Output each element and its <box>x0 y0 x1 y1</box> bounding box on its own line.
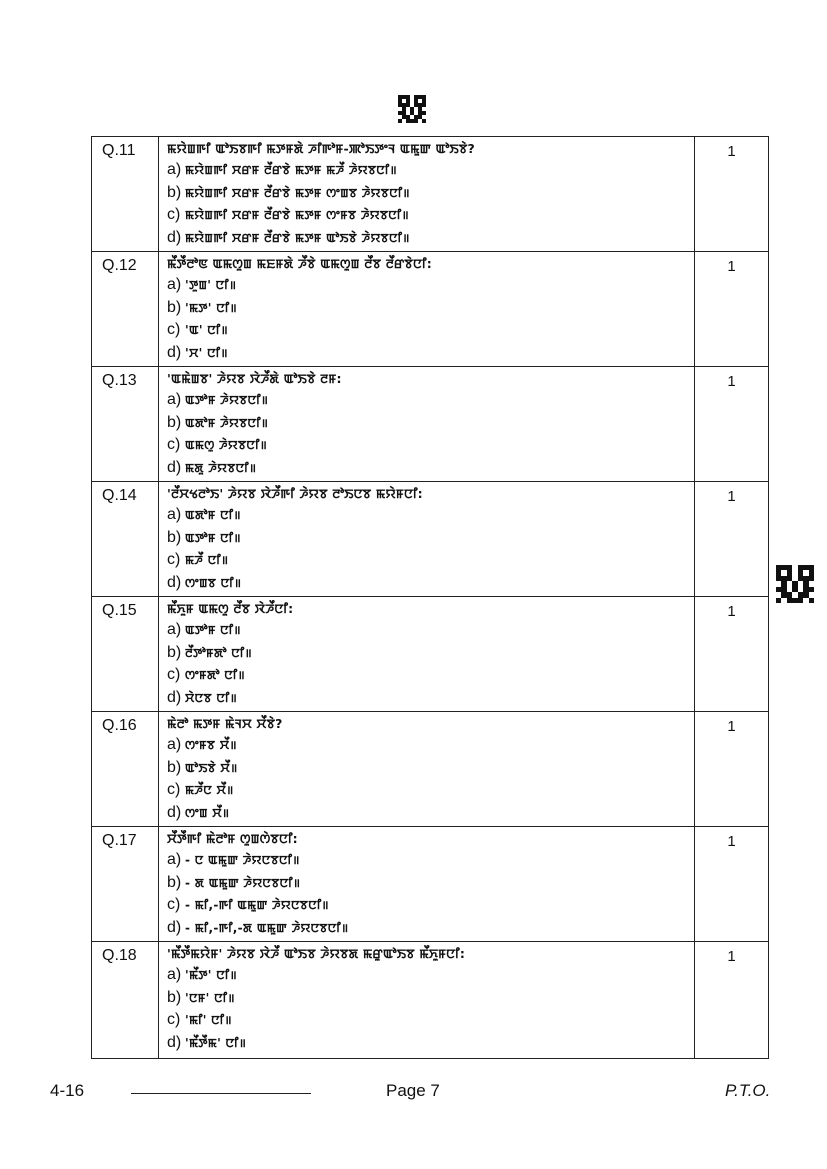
answer-option <box>167 159 688 182</box>
answer-option <box>167 779 688 802</box>
question-marks: 1 <box>695 712 769 827</box>
option-text: ꯃꯌꯥꯡꯒꯤ ꯆꯔꯝ ꯂꯩꯔꯕꯥ ꯃꯇꯝ ꯁꯦꯝꯕ ꯍꯥꯌꯕꯅꯤ॥ <box>185 208 410 222</box>
option-text: ꯆꯥꯅꯕ ꯅꯤ॥ <box>185 690 238 705</box>
option-text: ꯁꯦꯡ ꯆꯩ॥ <box>185 805 230 820</box>
answer-option <box>167 227 688 250</box>
option-label: a) <box>167 391 182 408</box>
answer-option <box>167 664 688 687</box>
answer-option <box>167 549 688 572</box>
question-row <box>92 482 769 597</box>
answer-option <box>167 894 688 917</box>
option-label: c) <box>167 1011 181 1028</box>
option-label: d) <box>167 688 182 706</box>
question-text: ꯃꯥꯂꯣ ꯃꯇꯝ ꯃꯥꯜꯆ ꯆꯩꯕꯥ? <box>167 716 283 731</box>
question-number: Q.13 <box>92 367 159 482</box>
question-row <box>92 597 769 712</box>
option-label: b) <box>167 873 182 891</box>
question-text: ꯆꯩꯇꯩꯒꯤ ꯃꯥꯂꯣꯝ ꯁꯨꯡꯁꯥꯕꯅꯤ: <box>167 831 298 846</box>
option-label: b) <box>167 413 182 431</box>
option-label: b) <box>167 183 182 201</box>
answer-option <box>167 274 688 297</box>
option-label: a) <box>167 276 182 293</box>
option-text: ꯑꯗꯣꯝ ꯅꯤ॥ <box>185 508 241 522</box>
option-text: - ꯃꯤ,-ꯒꯤ,-ꯗ ꯑꯃꯨꯛ ꯍꯥꯌꯅꯕꯅꯤ॥ <box>185 920 349 935</box>
option-text: ꯑꯇꯣꯝ ꯍꯥꯌꯕꯅꯤ॥ <box>185 393 269 407</box>
question-marks: 1 <box>695 827 769 942</box>
option-text: - ꯅ ꯑꯃꯨꯛ ꯍꯥꯌꯅꯕꯅꯤ॥ <box>185 853 300 867</box>
question-body <box>159 712 695 827</box>
questions-table <box>91 136 769 1059</box>
option-text: 'ꯅꯝ' ꯅꯤ॥ <box>185 990 235 1005</box>
answer-option <box>167 412 688 435</box>
answer-option <box>167 1032 688 1055</box>
question-text: ꯃꯌꯥꯡꯒꯤ ꯑꯣꯏꯕꯒꯤ ꯃꯇꯝꯗꯥ ꯍꯤꯒꯣꯝ-ꯄꯣꯏꯇꯦꯜ ꯑꯃꯨꯛ ꯑꯣꯏꯕꯥ? <box>167 141 475 156</box>
option-label: c) <box>167 896 181 913</box>
option-label: a) <box>167 851 182 868</box>
option-text: ꯁꯦꯡꯕ ꯅꯤ॥ <box>185 575 242 590</box>
option-text: ꯃꯗꯨ ꯍꯥꯌꯕꯅꯤ॥ <box>185 460 257 475</box>
qr-code-top <box>398 95 426 123</box>
question-number: Q.16 <box>92 712 159 827</box>
option-text: - ꯗ ꯑꯃꯨꯛ ꯍꯥꯌꯅꯕꯅꯤ॥ <box>185 875 301 890</box>
option-label: b) <box>167 643 182 661</box>
question-row <box>92 942 769 1059</box>
answer-option <box>167 1009 688 1032</box>
option-text: ꯑꯗꯣꯝ ꯍꯥꯌꯕꯅꯤ॥ <box>185 415 269 430</box>
answer-option <box>167 342 688 365</box>
option-label: a) <box>167 161 182 178</box>
question-body <box>159 252 695 367</box>
option-text: 'ꯆ' ꯅꯤ॥ <box>185 345 228 360</box>
question-number: Q.17 <box>92 827 159 942</box>
option-text: 'ꯑ' ꯅꯤ॥ <box>185 323 229 337</box>
option-text: 'ꯃꯩꯇ' ꯅꯤ॥ <box>185 968 237 982</box>
question-number: Q.11 <box>92 137 159 252</box>
answer-option <box>167 802 688 825</box>
question-text: ꯃꯩꯇꯩꯂꯣꯟ ꯑꯃꯁꯨꯡ ꯃꯐꯝꯗꯥ ꯍꯩꯕꯥ ꯑꯃꯁꯨꯡ ꯂꯩꯕ ꯂꯩꯔꯕꯥꯅꯤ: <box>167 256 432 271</box>
question-body <box>159 597 695 712</box>
question-number: Q.12 <box>92 252 159 367</box>
answer-option <box>167 734 688 757</box>
option-text: - ꯃꯤ,-ꯒꯤ ꯑꯃꯨꯛ ꯍꯥꯌꯅꯕꯅꯤ॥ <box>185 898 329 912</box>
question-body <box>159 482 695 597</box>
answer-option <box>167 987 688 1010</box>
answer-option <box>167 572 688 595</box>
option-label: b) <box>167 758 182 776</box>
option-label: c) <box>167 436 181 453</box>
question-text: 'ꯃꯩꯇꯩꯃꯌꯥꯝ' ꯍꯥꯌꯕ ꯋꯥꯍꯩ ꯑꯣꯏꯕ ꯍꯥꯌꯕꯗ ꯃꯔꯨꯑꯣꯏꯕ ꯃꯩꯈꯨꯝꯅꯤ: <box>167 946 466 961</box>
option-label: a) <box>167 736 182 753</box>
question-marks: 1 <box>695 597 769 712</box>
option-label: c) <box>167 666 181 683</box>
question-number: Q.14 <box>92 482 159 597</box>
option-text: ꯃꯌꯥꯡꯒꯤ ꯆꯔꯝ ꯂꯩꯔꯕꯥ ꯃꯇꯝ ꯁꯦꯡꯕ ꯍꯥꯌꯕꯅꯤ॥ <box>185 185 410 200</box>
option-text: ꯁꯦꯝꯗꯣ ꯅꯤ॥ <box>185 668 245 682</box>
option-text: ꯃꯍꯩ ꯅꯤ॥ <box>185 553 229 567</box>
option-label: d) <box>167 803 182 821</box>
answer-option <box>167 849 688 872</box>
answer-option <box>167 457 688 480</box>
option-text: 'ꯃꯤ' ꯅꯤ॥ <box>185 1013 232 1027</box>
answer-option <box>167 434 688 457</box>
answer-option <box>167 389 688 412</box>
please-turn-over: P.T.O. <box>725 1081 771 1100</box>
question-row <box>92 252 769 367</box>
answer-option <box>167 204 688 227</box>
option-label: d) <box>167 918 182 936</box>
option-label: d) <box>167 458 182 476</box>
option-label: b) <box>167 528 182 546</box>
question-body <box>159 942 695 1059</box>
answer-option <box>167 319 688 342</box>
question-row <box>92 827 769 942</box>
answer-option <box>167 687 688 710</box>
question-text: ꯃꯩꯈꯨꯝ ꯑꯃꯁꯨ ꯂꯩꯕ ꯋꯥꯍꯩꯅꯤ: <box>167 601 294 616</box>
option-label: c) <box>167 781 181 798</box>
option-text: 'ꯇꯨꯡ' ꯅꯤ॥ <box>185 278 237 292</box>
question-marks: 1 <box>695 942 769 1059</box>
option-text: 'ꯃꯩꯇꯩꯃ' ꯅꯤ॥ <box>185 1035 247 1050</box>
option-label: d) <box>167 1033 182 1051</box>
page-number: Page 7 <box>386 1081 440 1100</box>
option-text: ꯃꯌꯥꯡꯒꯤ ꯆꯔꯝ ꯂꯩꯔꯕꯥ ꯃꯇꯝ ꯑꯣꯏꯕꯥ ꯍꯥꯌꯕꯅꯤ॥ <box>185 230 410 245</box>
question-marks: 1 <box>695 137 769 252</box>
answer-option <box>167 182 688 205</box>
question-row <box>92 712 769 827</box>
option-label: c) <box>167 206 181 223</box>
option-text: 'ꯃꯇ' ꯅꯤ॥ <box>185 300 237 315</box>
option-label: a) <box>167 966 182 983</box>
question-number: Q.15 <box>92 597 159 712</box>
option-label: d) <box>167 343 182 361</box>
option-text: ꯑꯣꯏꯕꯥ ꯆꯩ॥ <box>185 760 238 775</box>
option-label: b) <box>167 298 182 316</box>
option-label: b) <box>167 988 182 1006</box>
option-label: d) <box>167 573 182 591</box>
question-marks: 1 <box>695 367 769 482</box>
question-number: Q.18 <box>92 942 159 1059</box>
option-label: a) <box>167 621 182 638</box>
option-label: c) <box>167 551 181 568</box>
answer-option <box>167 297 688 320</box>
option-text: ꯃꯌꯥꯡꯒꯤ ꯆꯔꯝ ꯂꯩꯔꯕꯥ ꯃꯇꯝ ꯃꯍꯩ ꯍꯥꯌꯕꯅꯤ॥ <box>185 163 397 177</box>
question-row <box>92 367 769 482</box>
question-marks: 1 <box>695 482 769 597</box>
footer-rule <box>131 1093 311 1094</box>
option-label: c) <box>167 321 181 338</box>
question-text: 'ꯑꯃꯥꯡꯕ' ꯍꯥꯌꯕ ꯋꯥꯍꯩꯗꯥ ꯑꯣꯏꯕꯥ ꯂꯝ: <box>167 371 342 386</box>
answer-option <box>167 642 688 665</box>
option-text: ꯂꯩꯇꯣꯝꯗꯣ ꯅꯤ॥ <box>185 645 252 660</box>
answer-option <box>167 917 688 940</box>
option-text: ꯑꯃꯁꯨ ꯍꯥꯌꯕꯅꯤ॥ <box>185 438 268 452</box>
answer-option <box>167 504 688 527</box>
question-marks: 1 <box>695 252 769 367</box>
option-text: ꯁꯦꯝꯕ ꯆꯩ॥ <box>185 738 237 752</box>
question-body <box>159 367 695 482</box>
option-text: ꯑꯇꯣꯝ ꯅꯤ॥ <box>185 530 241 545</box>
option-label: a) <box>167 506 182 523</box>
option-text: ꯃꯍꯩꯅ ꯆꯩ॥ <box>185 783 234 797</box>
question-row <box>92 137 769 252</box>
answer-option <box>167 757 688 780</box>
paper-code: 4-16 <box>50 1081 85 1100</box>
qr-code-side <box>776 565 814 603</box>
option-label: d) <box>167 228 182 246</box>
answer-option <box>167 964 688 987</box>
question-body <box>159 137 695 252</box>
answer-option <box>167 527 688 550</box>
option-text: ꯑꯇꯣꯝ ꯅꯤ॥ <box>185 623 241 637</box>
answer-option <box>167 872 688 895</box>
question-text: 'ꯂꯩꯆꯠꯂꯣꯏ' ꯍꯥꯌꯕ ꯋꯥꯍꯩꯒꯤ ꯍꯥꯌꯕ ꯂꯣꯏꯅꯕ ꯃꯌꯥꯝꯅꯤ: <box>167 486 423 501</box>
question-body <box>159 827 695 942</box>
answer-option <box>167 619 688 642</box>
